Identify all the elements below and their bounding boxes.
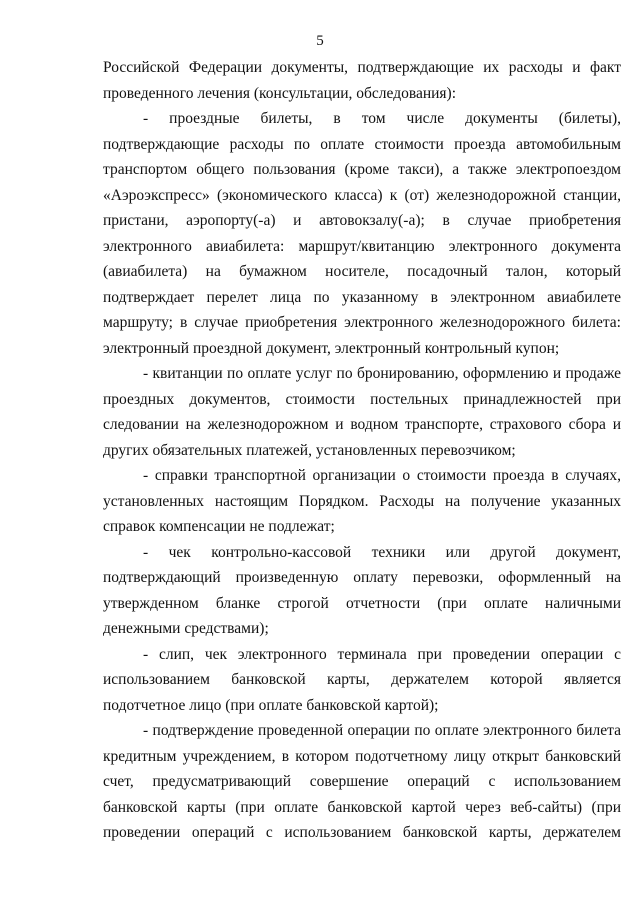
text-line-18: установленных настоящим Порядком. Расходы на получение указанных — [103, 493, 621, 510]
text-line-4: подтверждающие расходы по оплате стоимости проезда автомобильным — [103, 136, 621, 153]
text-line-2: проведенного лечения (консультации, обследования): — [103, 85, 457, 102]
text-line-6: «Аэроэкспресс» (экономического класса) к (от) железнодорожной станции, — [103, 187, 621, 204]
text-line-27: - подтверждение проведенной операции по оплате электронного билета — [143, 722, 621, 739]
text-line-19: справок компенсации не подлежат; — [103, 518, 335, 535]
text-line-11: маршруту; в случае приобретения электронного железнодорожного билета: — [103, 314, 621, 331]
text-line-1: Российской Федерации документы, подтверждающие их расходы и факт — [103, 59, 621, 76]
text-line-30: банковской карты (при оплате банковской картой через веб-сайты) (при — [103, 799, 621, 816]
text-line-22: утвержденном бланке строгой отчетности (при оплате наличными — [103, 595, 621, 612]
text-line-25: использованием банковской карты, держателем которой является — [103, 671, 621, 688]
text-line-13: - квитанции по оплате услуг по бронированию, оформлению и продаже — [143, 365, 621, 382]
text-line-7: пристани, аэропорту(-а) и автовокзалу(-а); в случае приобретения — [103, 212, 621, 229]
page-number: 5 — [316, 33, 324, 49]
text-line-12: электронный проездной документ, электронный контрольный купон; — [103, 340, 560, 357]
text-line-17: - справки транспортной организации о стоимости проезда в случаях, — [143, 467, 621, 484]
text-line-5: транспортом общего пользования (кроме такси), а также электропоездом — [103, 161, 621, 178]
text-line-9: (авиабилета) на бумажном носителе, посадочный талон, который — [103, 263, 621, 280]
text-line-31: проведении операций с использованием банковской карты, держателем — [103, 824, 621, 841]
text-line-26: подотчетное лицо (при оплате банковской картой); — [103, 697, 439, 714]
text-line-16: других обязательных платежей, установленных перевозчиком; — [103, 442, 516, 459]
text-line-8: электронного авиабилета: маршрут/квитанцию электронного документа — [103, 238, 621, 255]
text-line-29: счет, предусматривающий совершение операций с использованием — [103, 773, 621, 790]
text-line-10: подтверждает перелет лица по указанному в электронном авиабилете — [103, 289, 621, 306]
text-line-20: - чек контрольно-кассовой техники или другой документ, — [143, 544, 621, 561]
text-line-28: кредитным учреждением, в котором подотчетному лицу открыт банковский — [103, 748, 621, 765]
text-line-24: - слип, чек электронного терминала при проведении операции с — [143, 646, 621, 663]
text-line-23: денежными средствами); — [103, 620, 269, 637]
text-line-15: следовании на железнодорожном и водном транспорте, страхового сбора и — [103, 416, 621, 433]
text-line-3: - проездные билеты, в том числе документы (билеты), — [143, 110, 621, 127]
text-line-21: подтверждающий произведенную оплату перевозки, оформленный на — [103, 569, 621, 586]
text-line-14: проездных документов, стоимости постельных принадлежностей при — [103, 391, 621, 408]
